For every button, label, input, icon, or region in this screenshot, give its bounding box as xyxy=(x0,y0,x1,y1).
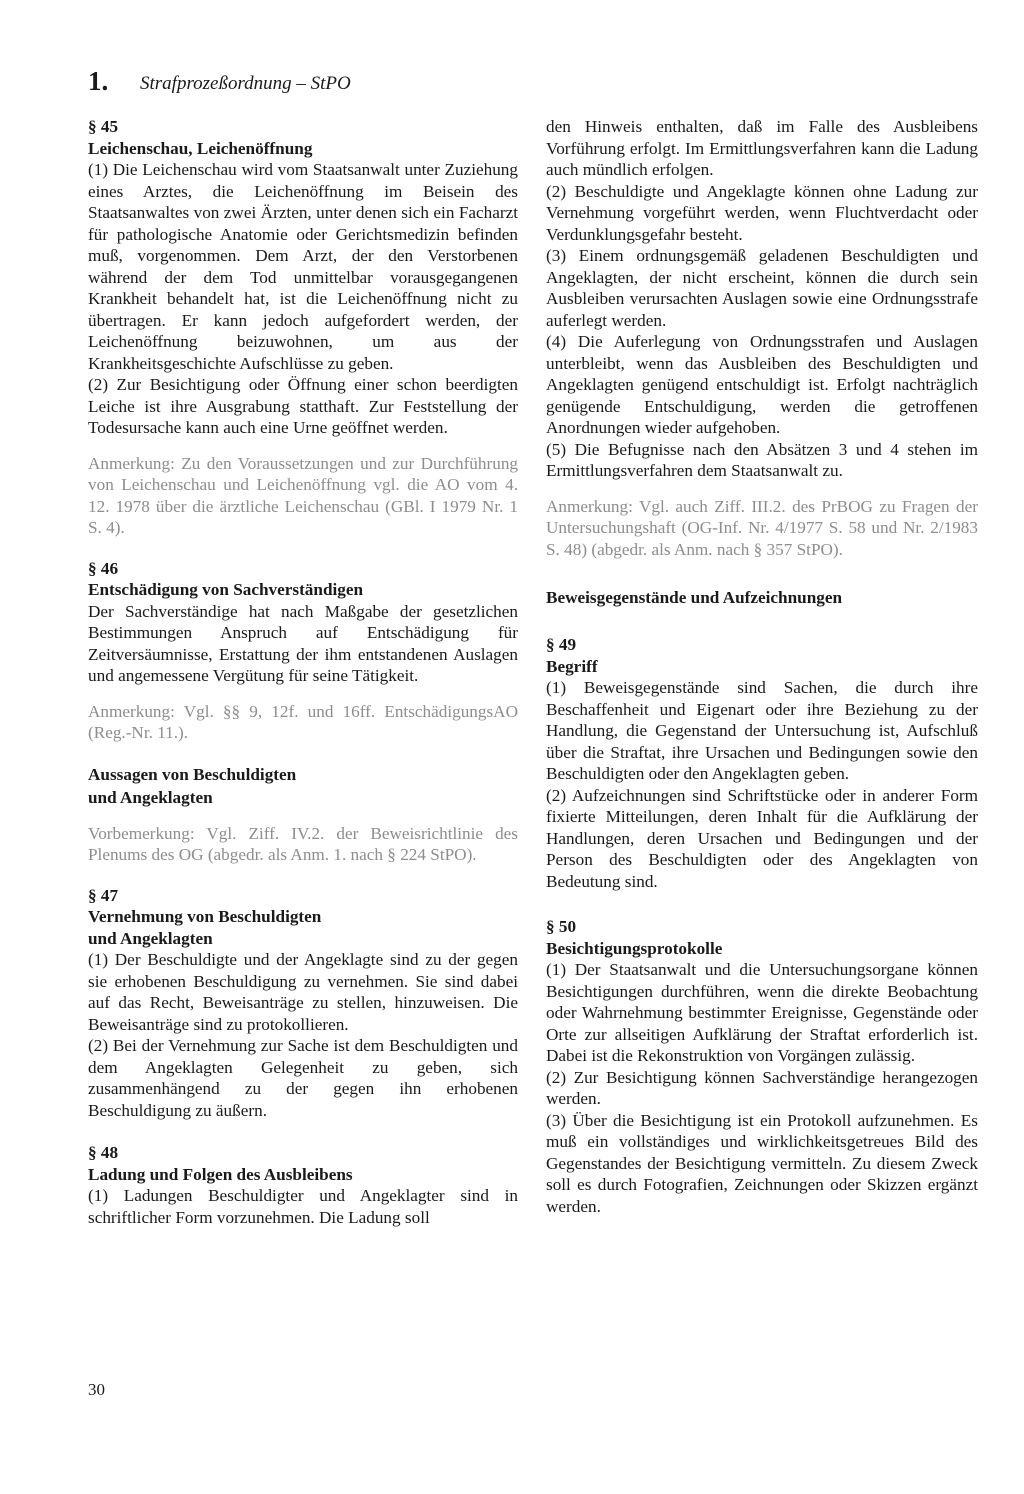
section-title: Besichtigungsprotokolle xyxy=(546,938,723,958)
paragraph: den Hinweis enthalten, daß im Falle des Ausbleibens Vorführung erfolgt. Im Ermittlungsverfahren kann die Ladung auch mündlich erfolgen. xyxy=(546,117,978,179)
section-title: Ladung und Folgen des Ausbleibens xyxy=(88,1164,353,1184)
section-48-continued xyxy=(546,116,978,560)
annotation-note: Anmerkung: Vgl. auch Ziff. III.2. des PrBOG zu Fragen der Untersuchungshaft (OG-Inf. Nr. 4/1977 S. 58 und Nr. 2/1983 S. 48) (abgedr. als Anm. nach § 357 StPO). xyxy=(546,496,978,559)
paragraph: (1) Ladungen Beschuldigter und Angeklagter sind in schriftlicher Form vorzunehmen. Die Ladung soll xyxy=(88,1186,518,1227)
section-47 xyxy=(88,885,518,1122)
annotation-note: Anmerkung: Zu den Voraussetzungen und zur Durchführung von Leichenschau und Leichenöffnung vgl. die AO vom 4. 12. 1978 über die ärztliche Leichenschau (GBl. I 1979 Nr. 1 S. 4). xyxy=(88,453,518,537)
section-number: § 47 xyxy=(88,885,119,905)
section-45 xyxy=(88,116,518,539)
paragraph: (2) Zur Besichtigung können Sachverständige herangezogen werden. xyxy=(546,1067,978,1108)
page-number: 30 xyxy=(88,1380,105,1399)
group-title-line: und Angeklagten xyxy=(88,787,213,807)
paragraph: (1) Beweisgegenstände sind Sachen, die durch ihre Beschaffenheit und Eigenart oder ihre Beziehung zu der Handlung, die Gegenstand der Untersuchung ist, Aufschluß über die Straftat, ihre Ursachen und Bedingungen sowie den Beschuldigten oder den Angeklagten geben. xyxy=(546,678,978,783)
paragraph: (1) Der Beschuldigte und der Angeklagte sind zu der gegen sie erhobenen Beschuldigung zu vernehmen. Sie sind dabei auf das Recht, Beweisanträge zu stellen, hinzuweisen. Die Beweisanträge sind zu protokollieren. xyxy=(88,950,518,1034)
section-number: § 49 xyxy=(546,635,577,654)
section-title: Begriff xyxy=(546,656,598,676)
paragraph: (5) Die Befugnisse nach den Absätzen 3 und 4 stehen im Ermittlungsverfahren dem Staatsanwalt zu. xyxy=(546,439,978,480)
section-number: § 46 xyxy=(88,558,119,578)
paragraph: (2) Zur Besichtigung oder Öffnung einer schon beerdigten Leiche ist ihre Ausgrabung statthaft. Zur Feststellung der Todesursache kann auch eine Urne geöffnet werden. xyxy=(88,375,518,437)
preliminary-note: Vorbemerkung: Vgl. Ziff. IV.2. der Beweisrichtlinie des Plenums des OG (abgedr. als Anm. 1. nach § 224 StPO). xyxy=(88,823,518,864)
group-aussagen xyxy=(88,763,518,866)
paragraph: (4) Die Auferlegung von Ordnungsstrafen und Auslagen unterbleibt, wenn das Ausbleiben des Beschuldigten und Angeklagten genügend entschuldigt ist. Erfolgt nachträglich genügende Entschuldigung, werden die getroffenen Anordnungen wieder aufgehoben. xyxy=(546,332,978,437)
section-46 xyxy=(88,558,518,744)
paragraph: (3) Über die Besichtigung ist ein Protokoll aufzunehmen. Es muß ein vollständiges und wirklichkeitsgetreues Bild des Gegenstandes der Besichtigung vermitteln. Zu diesem Zweck soll es durch Fotografien, Zeichnungen oder Skizzen ergänzt werden. xyxy=(546,1110,978,1216)
paragraph: (2) Aufzeichnungen sind Schriftstücke oder in anderer Form fixierte Mitteilungen, deren Inhalt für die Aufklärung der Handlungen, deren Ursachen und Bedingungen und der Person des Beschuldigten oder des Angeklagten von Bedeutung sind. xyxy=(546,785,978,891)
section-title: Entschädigung von Sachverständigen xyxy=(88,580,364,599)
section-title: Leichenschau, Leichenöffnung xyxy=(88,138,313,158)
group-title-line: Aussagen von Beschuldigten xyxy=(88,764,297,784)
paragraph: Der Sachverständige hat nach Maßgabe der gesetzlichen Bestimmungen Anspruch auf Entschädigung für Zeitversäumnisse, Erstattung der ihm entstandenen Auslagen und angemessene Vergütung für seine Tätigkeit. xyxy=(88,601,518,685)
paragraph: (3) Einem ordnungsgemäß geladenen Beschuldigten und Angeklagten, der nicht erscheint, können die durch sein Ausbleiben verursachten Auslagen sowie eine Ordnungsstrafe auferlegt werden. xyxy=(546,246,978,330)
section-49 xyxy=(546,634,978,892)
group-title xyxy=(88,763,518,809)
paragraph: (2) Beschuldigte und Angeklagte können ohne Ladung zur Vernehmung vorgeführt werden, wenn Fluchtverdacht oder Verdunklungsgefahr besteht. xyxy=(546,181,978,244)
section-title-line: Vernehmung von Beschuldigten xyxy=(88,907,322,926)
section-number: § 45 xyxy=(88,117,119,136)
section-48 xyxy=(88,1142,518,1228)
section-title-line: und Angeklagten xyxy=(88,928,213,948)
section-50 xyxy=(546,916,978,1217)
paragraph: (2) Bei der Vernehmung zur Sache ist dem Beschuldigten und dem Angeklagten Gelegenheit zu geben, sich zusammenhängend zu der gegen ihn erhobenen Beschuldigung zu äußern. xyxy=(88,1036,518,1120)
paragraph: (1) Die Leichenschau wird vom Staatsanwalt unter Zuziehung eines Arztes, die Leichenöffnung im Beisein des Staatsanwaltes von zwei Ärzten, unter denen sich ein Facharzt für pathologische Anatomie oder Gerichtsmedizin befinden muß, vorgenommen. Dem Arzt, der den Verstorbenen während der dem Tod unmittelbar vorausgegangenen Krankheit behandelt hat, ist die Leichenöffnung nicht zu übertragen. Er kann jedoch aufgefordert werden, der Leichenöffnung beizuwohnen, um aus der Krankheitsgeschichte Aufschlüsse zu geben. xyxy=(88,160,518,373)
left-column xyxy=(88,116,518,1247)
right-column xyxy=(546,116,978,1236)
paragraph: (1) Der Staatsanwalt und die Untersuchungsorgane können Besichtigungen durchführen, wenn die direkte Beobachtung oder Wahrnehmung bestimmter Ereignisse, Gegenstände oder Orte zur allseitigen Aufklärung der Straftat erforderlich ist. Dabei ist die Rekonstruktion von Vorgängen zulässig. xyxy=(546,960,978,1065)
group-title: Beweisgegenstände und Aufzeichnungen xyxy=(546,588,843,607)
annotation-note: Anmerkung: Vgl. §§ 9, 12f. und 16ff. EntschädigungsAO (Reg.-Nr. 11.). xyxy=(88,701,518,742)
chapter-number: 1. xyxy=(88,66,109,96)
chapter-title: Strafprozeßordnung – StPO xyxy=(140,73,351,94)
section-number: § 50 xyxy=(546,917,577,936)
section-number: § 48 xyxy=(88,1143,119,1162)
